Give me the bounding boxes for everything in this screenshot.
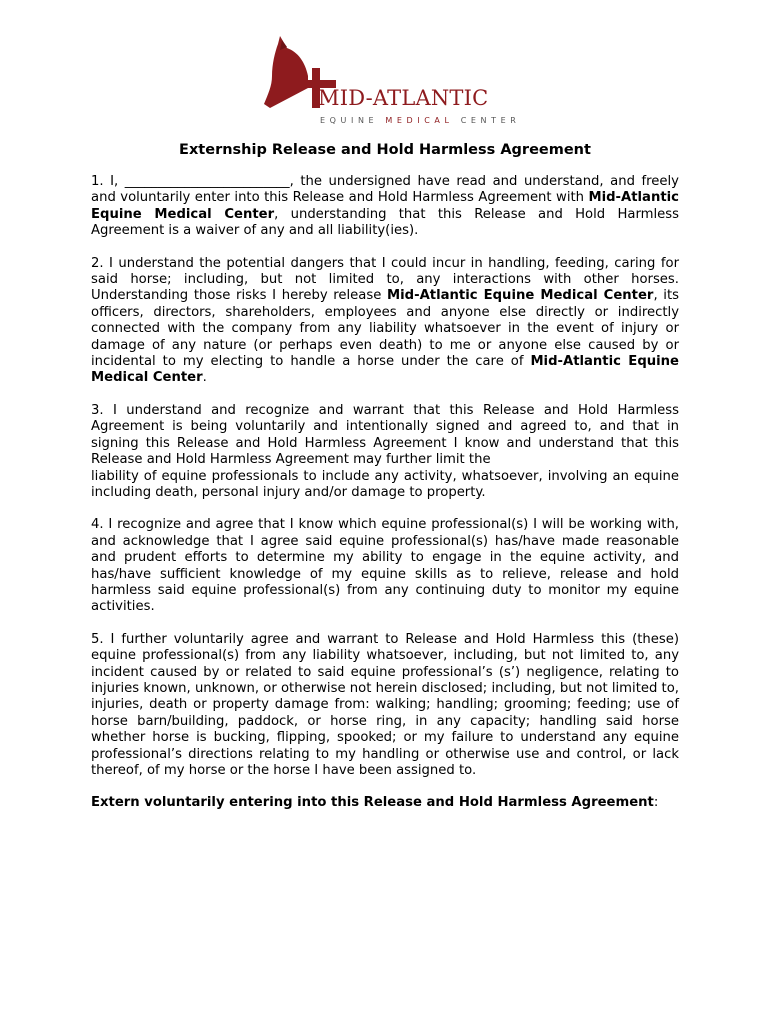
p2-company-name-1: Mid-Atlantic Equine Medical Center [387, 288, 654, 304]
signature-heading [91, 795, 679, 811]
logo-sub-center: CENTER [453, 116, 521, 125]
p1-text-a: 1. I, _________________________, the undersigned have read and understand, and freely and voluntarily enter into this Release and Hold Harmless Agreement with [91, 174, 679, 206]
signoff-text: Extern voluntarily entering into this Release and Hold Harmless Agreement [91, 795, 654, 811]
logo-subtitle [320, 116, 520, 125]
paragraph-1 [91, 174, 679, 240]
logo-sub-medical: MEDICAL [385, 116, 454, 125]
p3-text-a: 3. I understand and recognize and warrant that this Release and Hold Harmless Agreement is being voluntarily and intentionally signed and agreed to, and that in signing this Release and Hold Harmless Agreement I know and understand that this Release and Hold Harmless Agreement may further limit the [91, 402, 679, 468]
p2-company-name-2: Mid-Atlantic Equine Medical Center [91, 354, 679, 386]
document-title: Externship Release and Hold Harmless Agreement [179, 142, 591, 158]
p1-company-name: Mid-Atlantic Equine Medical Center [91, 190, 679, 222]
p2-text-c: , its officers, directors, shareholders, employees and anyone else directly or indirectly connected with the company from any liability whatsoever in the event of injury or damage of any nature (or perhaps even death) to me or anyone else caused by or incidental to my electing to handle a horse under the care of [91, 288, 679, 370]
p3-text-b: liability of equine professionals to include any activity, whatsoever, involving an equine including death, personal injury and/or damage to property. [91, 468, 679, 500]
logo-wordmark: MID-ATLANTIC [318, 86, 489, 110]
paragraph-4: 4. I recognize and agree that I know which equine professional(s) I will be working with, and acknowledge that I agree said equine professional(s) has/have made reasonable and prudent efforts to determine my ability to engage in the equine activity, and has/have sufficient knowledge of my equine skills as to relieve, release and hold harmless said equine professional(s) from any continuing duty to monitor my equine activities. [91, 517, 679, 615]
document-body [91, 174, 679, 812]
logo-sub-equine: EQUINE [320, 116, 386, 125]
paragraph-5: 5. I further voluntarily agree and warrant to Release and Hold Harmless this (these) equine professional(s) from any liability whatsoever, including, but not limited to, any incident caused by or related to said equine professional’s (s’) negligence, relating to injuries known, unknown, or otherwise not herein disclosed; including, but not limited to, injuries, death or property damage from: walking; handling; grooming; feeding; use of horse barn/building, paddock, or horse ring, in any capacity; handling said horse whether horse is bucking, flipping, spooked; or my failure to understand any equine professional’s directions relating to my handling or otherwise use and control, or lack thereof, of my horse or the horse I have been assigned to. [91, 631, 679, 778]
p1-text-c: , understanding that this Release and Hold Harmless Agreement is a waiver of any and all liability(ies). [91, 206, 679, 239]
p2-text-a: 2. I understand the potential dangers that I could incur in handling, feeding, caring for said horse; including, but not limited to, any interactions with other horses. Understanding those risks I hereby release [91, 255, 679, 304]
paragraph-2 [91, 256, 679, 387]
logo [260, 30, 522, 130]
signoff-colon: : [653, 795, 659, 811]
paragraph-3 [91, 403, 679, 501]
p2-text-e: . [202, 370, 207, 386]
